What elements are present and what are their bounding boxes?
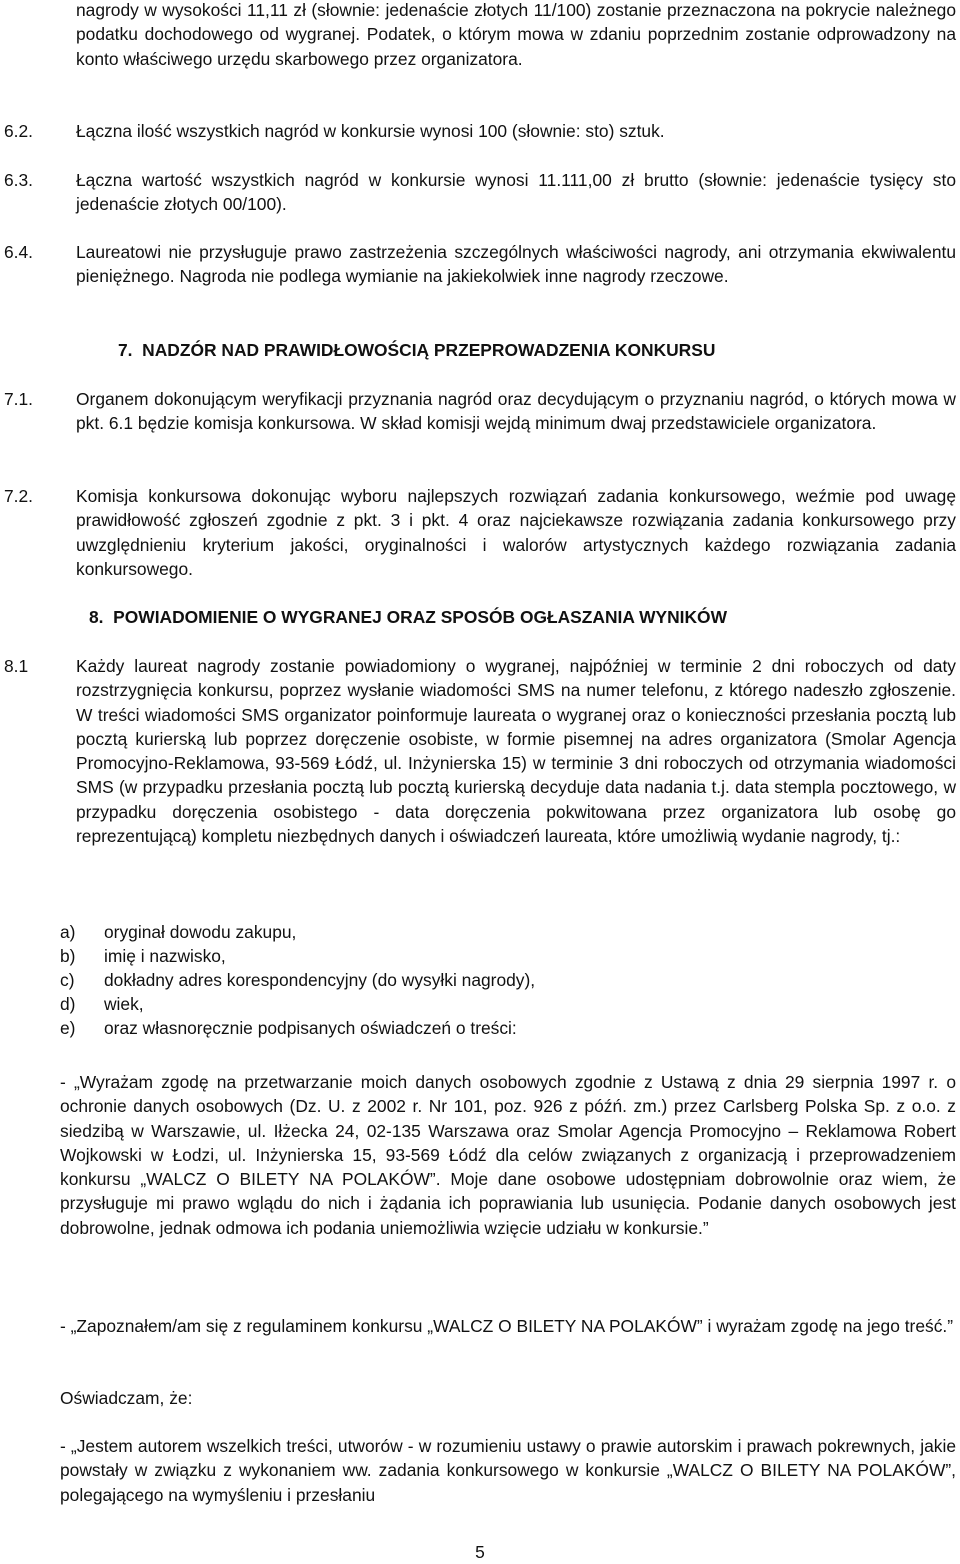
consent-regulations: - „Zapoznałem/am się z regulaminem konkursu „WALCZ O BILETY NA POLAKÓW” i wyrażam zgodę na jego treść.”	[60, 1316, 954, 1336]
section-number: 6.4.	[4, 242, 34, 262]
list-text: imię i nazwisko,	[104, 946, 226, 966]
section-number: 6.3.	[4, 170, 34, 190]
list-text: wiek,	[104, 994, 144, 1014]
declaration-authorship: - „Jestem autorem wszelkich treści, utworów - w rozumieniu ustawy o prawie autorskim i prawach pokrewnych, jakie powstały w związku z wykonaniem ww. zadania konkursowego w konkursie „WALCZ O BILETY NA POLAKÓW”, polegającego na wymyśleniu i przesłaniu	[60, 1436, 956, 1505]
intro-paragraph: nagrody w wysokości 11,11 zł (słownie: jedenaście złotych 11/100) zostanie przeznaczona na pokrycie należnego podatku dochodowego od wygranej. Podatek, o którym mowa w zdaniu poprzednim zostanie odprowadzony na konto właściwego urzędu skarbowego przez organizatora.	[76, 0, 956, 69]
section-number: 6.2.	[4, 121, 34, 141]
list-text: oryginał dowodu zakupu,	[104, 922, 297, 942]
list-text: dokładny adres korespondencyjny (do wysyłki nagrody),	[104, 970, 536, 990]
section-number: 7.1.	[4, 389, 34, 409]
section-number: 8.1	[4, 656, 29, 676]
list-marker: e)	[60, 1018, 76, 1038]
section-number: 7.2.	[4, 486, 34, 506]
consent-data-processing: - „Wyrażam zgodę na przetwarzanie moich danych osobowych zgodnie z Ustawą z dnia 29 sierpnia 1997 r. o ochronie danych osobowych (Dz. U. z 2002 r. Nr 101, poz. 926 z późń. zm.) przez Carlsberg Polska Sp. z o.o. z siedzibą w Warszawie, ul. Iłżecka 24, 02-135 Warszawa oraz Smolar Agencja Promocyjno – Reklamowa Robert Wojkowski w Łodzi, ul. Inżynierska 15, 93-569 Łódź dla celów związanych z organizacją i przeprowadzeniem konkursu „WALCZ O BILETY NA POLAKÓW”. Moje dane osobowe udostępniam dobrowolnie oraz wiem, że przysługuje mi prawo wglądu do nich i żądania ich poprawiania lub usunięcia. Podanie danych osobowych jest dobrowolne, jednak odmowa ich podania uniemożliwia wzięcie udziału w konkursie.”	[60, 1072, 956, 1238]
list-marker: d)	[60, 994, 76, 1014]
section-text: Komisja konkursowa dokonując wyboru najlepszych rozwiązań zadania konkursowego, weźmie pod uwagę prawidłowość zgłoszeń zgodnie z pkt. 3 i pkt. 4 oraz najciekawsze rozwiązania zadania konkursowego przy uwzględnieniu kryterium jakości, oryginalności i walorów artystycznych każdego rozwiązania zadania konkursowego.	[76, 486, 956, 579]
page-number: 5	[475, 1542, 485, 1562]
section-text: Łączna wartość wszystkich nagród w konkursie wynosi 11.111,00 zł brutto (słownie: jedenaście tysięcy sto jedenaście złotych 00/100).	[76, 170, 956, 215]
section-text: Organem dokonującym weryfikacji przyznania nagród oraz decydującym o przyznaniu nagród, o których mowa w pkt. 6.1 będzie komisja konkursowa. W skład komisji wejdą minimum dwaj przedstawiciele organizatora.	[76, 389, 956, 434]
list-marker: a)	[60, 922, 76, 942]
list-marker: b)	[60, 946, 76, 966]
list-marker: c)	[60, 970, 75, 990]
list-text: oraz własnoręcznie podpisanych oświadczeń o treści:	[104, 1018, 517, 1038]
section-text: Laureatowi nie przysługuje prawo zastrzeżenia szczególnych właściwości nagrody, ani otrzymania ekwiwalentu pieniężnego. Nagroda nie podlega wymianie na jakiekolwiek inne nagrody rzeczowe.	[76, 242, 956, 287]
heading-section-8: 8. POWIADOMIENIE O WYGRANEJ ORAZ SPOSÓB OGŁASZANIA WYNIKÓW	[89, 607, 728, 627]
declaration-label: Oświadczam, że:	[60, 1388, 193, 1408]
section-text: Każdy laureat nagrody zostanie powiadomiony o wygranej, najpóźniej w terminie 2 dni roboczych od daty rozstrzygnięcia konkursu, poprzez wysłanie wiadomości SMS na numer telefonu, z którego nadeszło zgłoszenie. W treści wiadomości SMS organizator poinformuje laureata o wygranej oraz o konieczności przesłania pocztą lub pocztą kurierską lub poprzez doręczenie osobiste, w formie pisemnej na adres organizatora (Smolar Agencja Promocyjno-Reklamowa, 93-569 Łódź, ul. Inżynierska 15) w terminie 3 dni roboczych od otrzymania wiadomości SMS (w przypadku przesłania pocztą lub pocztą kurierską decyduje data nadania t.j. data stempla pocztowego, w przypadku doręczenia osobistego - data doręczenia pokwitowana przez organizatora lub osobę go reprezentującą) kompletu niezbędnych danych i oświadczeń laureata, które umożliwią wydanie nagrody, tj.:	[76, 656, 956, 847]
heading-section-7: 7. NADZÓR NAD PRAWIDŁOWOŚCIĄ PRZEPROWADZENIA KONKURSU	[118, 340, 716, 360]
section-text: Łączna ilość wszystkich nagród w konkursie wynosi 100 (słownie: sto) sztuk.	[76, 121, 665, 141]
